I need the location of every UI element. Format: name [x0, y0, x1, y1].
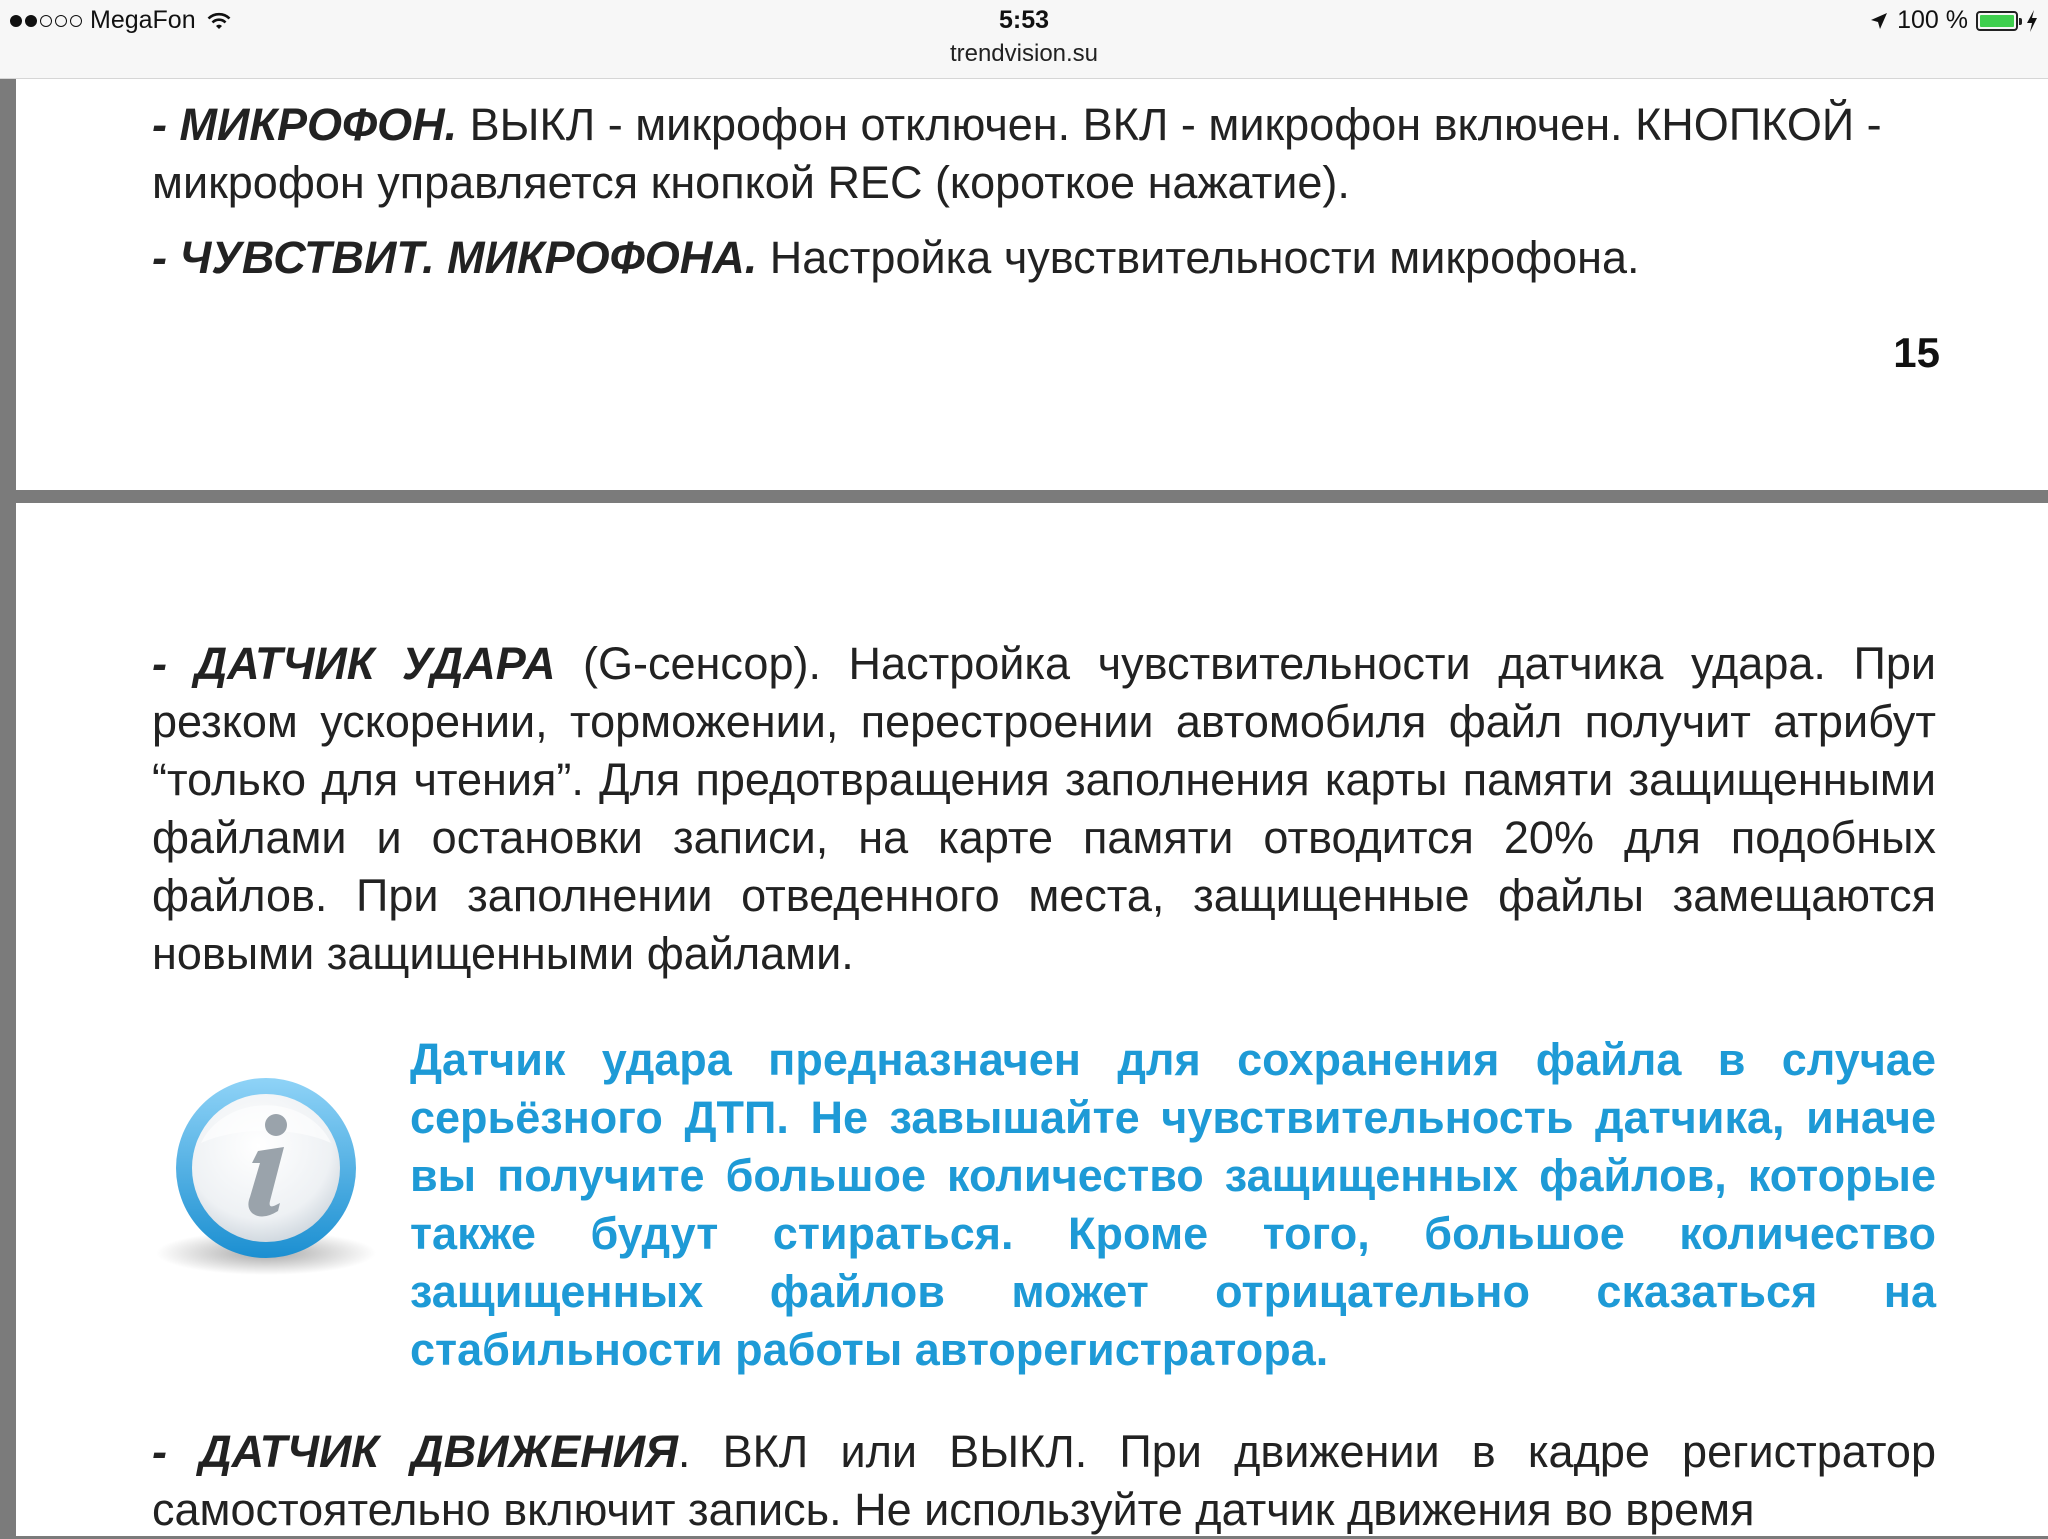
info-note: Датчик удара предназначен для сохранения файла в случае серьёзного ДТП. Не завышайте чувствительность датчика, иначе вы получите большое количество защищенных файлов, которые также будут стираться. Кроме того, большое количество защищенных файлов может отрицательно сказаться на стабильности работы авторегистратора. — [410, 1034, 1936, 1375]
battery-group — [1869, 6, 2038, 35]
location-arrow-icon — [1869, 11, 1889, 31]
shock-sensor-term: - ДАТЧИК УДАРА — [152, 638, 556, 689]
microphone-paragraph — [152, 96, 1936, 212]
url-label[interactable]: trendvision.su — [949, 40, 1099, 67]
microphone-text: ВЫКЛ - микрофон отключен. ВКЛ - микрофон включен. КНОПКОЙ - микрофон управляется кнопкой REC (короткое нажатие). — [152, 99, 1882, 208]
info-icon — [146, 1063, 386, 1283]
document-page-16 — [16, 503, 2048, 1536]
battery-icon — [1976, 11, 2018, 31]
shock-sensor-text: (G-сенсор). Настройка чувствительности датчика удара. При резком ускорении, торможении, перестроении автомобиля файл получит атрибут “только для чтения”. Для предотвращения заполнения карты памяти защищенными файлами и остановки записи, на карте памяти отводится 20% для подобных файлов. При заполнении отведенного места, защищенные файлы замещаются новыми защищенными файлами. — [152, 638, 1936, 979]
motion-sensor-paragraph — [152, 1423, 1936, 1539]
mic-sensitivity-paragraph — [152, 229, 1936, 287]
status-bar — [0, 0, 2048, 79]
battery-percent: 100 % — [1897, 6, 1968, 34]
shock-sensor-paragraph — [152, 635, 1936, 983]
mic-sensitivity-text: Настройка чувствительности микрофона. — [757, 232, 1640, 283]
clock: 5:53 — [998, 6, 1050, 34]
microphone-term: - МИКРОФОН. — [152, 99, 458, 150]
motion-sensor-term: - ДАТЧИК ДВИЖЕНИЯ — [152, 1426, 678, 1477]
carrier-name: MegaFon — [90, 6, 196, 34]
document-page-15 — [16, 79, 2048, 490]
mic-sensitivity-term: - ЧУВСТВИТ. МИКРОФОНА. — [152, 232, 758, 283]
charging-bolt-icon — [2026, 10, 2038, 32]
motion-sensor-text: . ВКЛ или ВЫКЛ. При движении в кадре регистратор самостоятельно включит запись. Не используйте датчик движения во время — [152, 1426, 1936, 1535]
page-number: 15 — [1893, 329, 1940, 376]
